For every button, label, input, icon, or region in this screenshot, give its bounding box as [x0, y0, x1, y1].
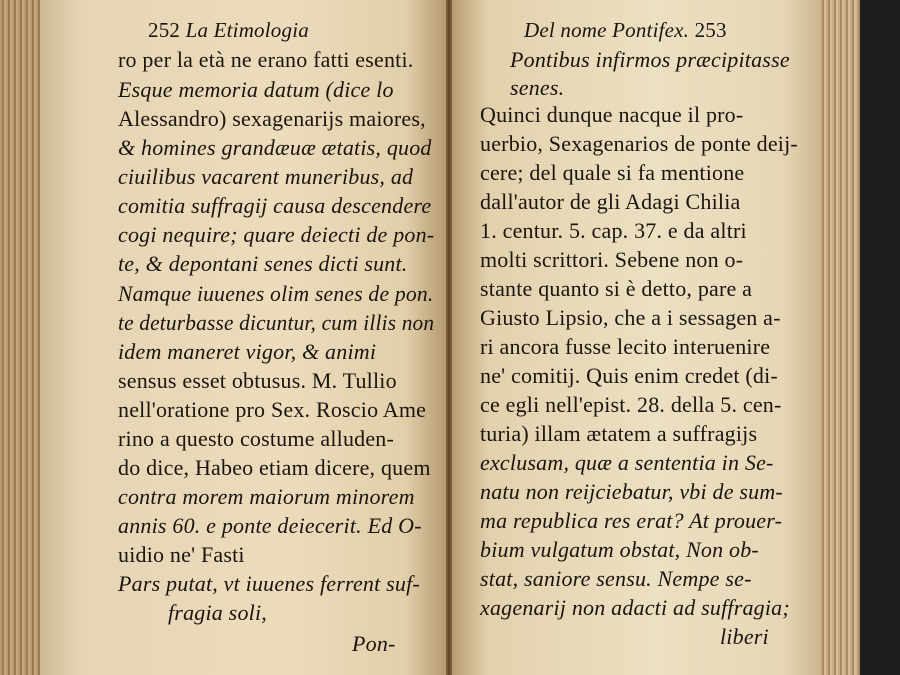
left-line-6: comitia suffragij causa descendere — [118, 193, 432, 218]
right-line-13: ce egli nell'epist. 28. della 5. cen- — [480, 392, 782, 417]
left-page-header — [148, 18, 309, 43]
left-page — [40, 0, 446, 675]
left-line-8: te, & depontani senes dicti sunt. — [118, 251, 408, 276]
left-running-title: La Etimologia — [185, 18, 309, 42]
right-running-title: Del nome Pontifex. — [524, 18, 690, 42]
left-line-13: nell'oratione pro Sex. Roscio Ame — [118, 397, 427, 422]
right-line-19: stat, saniore sensu. Nempe se- — [480, 566, 752, 591]
right-line-5: cere; del quale si fa mentione — [480, 160, 745, 185]
left-page-number: 252 — [148, 18, 181, 42]
right-line-3: Quinci dunque nacque il pro- — [480, 102, 744, 127]
right-line-16: natu non reijciebatur, vbi de sum- — [480, 479, 783, 504]
right-page-header — [524, 18, 727, 43]
right-line-18: bium vulgatum obstat, Non ob- — [480, 537, 759, 562]
left-line-16: contra morem maiorum minorem — [118, 484, 415, 509]
left-line-3: Alessandro) sexagenarijs maiores, — [118, 106, 426, 131]
left-line-18: uidio ne' Fasti — [118, 542, 245, 567]
right-page-number: 253 — [694, 18, 727, 42]
right-page-text — [452, 0, 820, 675]
right-page-edges — [820, 0, 860, 675]
left-page-text — [40, 0, 446, 675]
right-page — [452, 0, 820, 675]
left-line-4: & homines grandæuæ ætatis, quod — [118, 135, 432, 160]
right-line-1: Pontibus infirmos præcipitasse — [510, 47, 790, 72]
right-line-7: 1. centur. 5. cap. 37. e da altri — [480, 218, 747, 243]
right-line-14: turia) illam ætatem a suffragijs — [480, 421, 758, 446]
right-line-17: ma republica res erat? At prouer- — [480, 508, 783, 533]
right-line-2: senes. — [510, 75, 565, 100]
left-line-20: fragia soli, — [168, 600, 267, 625]
left-line-11: idem maneret vigor, & animi — [118, 339, 377, 364]
left-line-17: annis 60. e ponte deiecerit. Ed O- — [118, 513, 422, 538]
right-line-4: uerbio, Sexagenarios de ponte deij- — [480, 131, 798, 156]
left-line-19: Pars putat, vt iuuenes ferrent suf- — [118, 571, 420, 596]
right-catchword: liberi — [720, 624, 769, 649]
right-line-9: stante quanto si è detto, pare a — [480, 276, 753, 301]
left-line-7: cogi nequire; quare deiecti de pon- — [118, 222, 435, 247]
left-line-5: ciuilibus vacarent muneribus, ad — [118, 164, 414, 189]
left-line-15: do dice, Habeo etiam dicere, quem — [118, 455, 431, 480]
right-line-8: molti scrittori. Sebene non o- — [480, 247, 744, 272]
left-line-12: sensus esset obtusus. M. Tullio — [118, 368, 397, 393]
left-line-10: te deturbasse dicuntur, cum illis non — [118, 310, 435, 335]
left-line-1: ro per la età ne erano fatti esenti. — [118, 47, 414, 72]
right-line-10: Giusto Lipsio, che a i sessagen a- — [480, 305, 781, 330]
right-line-11: ri ancora fusse lecito interuenire — [480, 334, 771, 359]
right-line-6: dall'autor de gli Adagi Chilia — [480, 189, 741, 214]
left-line-14: rino a questo costume alluden- — [118, 426, 395, 451]
left-line-2: Esque memoria datum (dice lo — [118, 77, 394, 102]
right-line-12: ne' comitij. Quis enim credet (di- — [480, 363, 778, 388]
left-line-9: Namque iuuenes olim senes de pon. — [118, 281, 434, 306]
right-line-15: exclusam, quæ a sententia in Se- — [480, 450, 774, 475]
left-page-edges — [0, 0, 40, 675]
left-catchword: Pon- — [352, 631, 396, 656]
right-line-20: xagenarij non adacti ad suffragia; — [480, 595, 790, 620]
